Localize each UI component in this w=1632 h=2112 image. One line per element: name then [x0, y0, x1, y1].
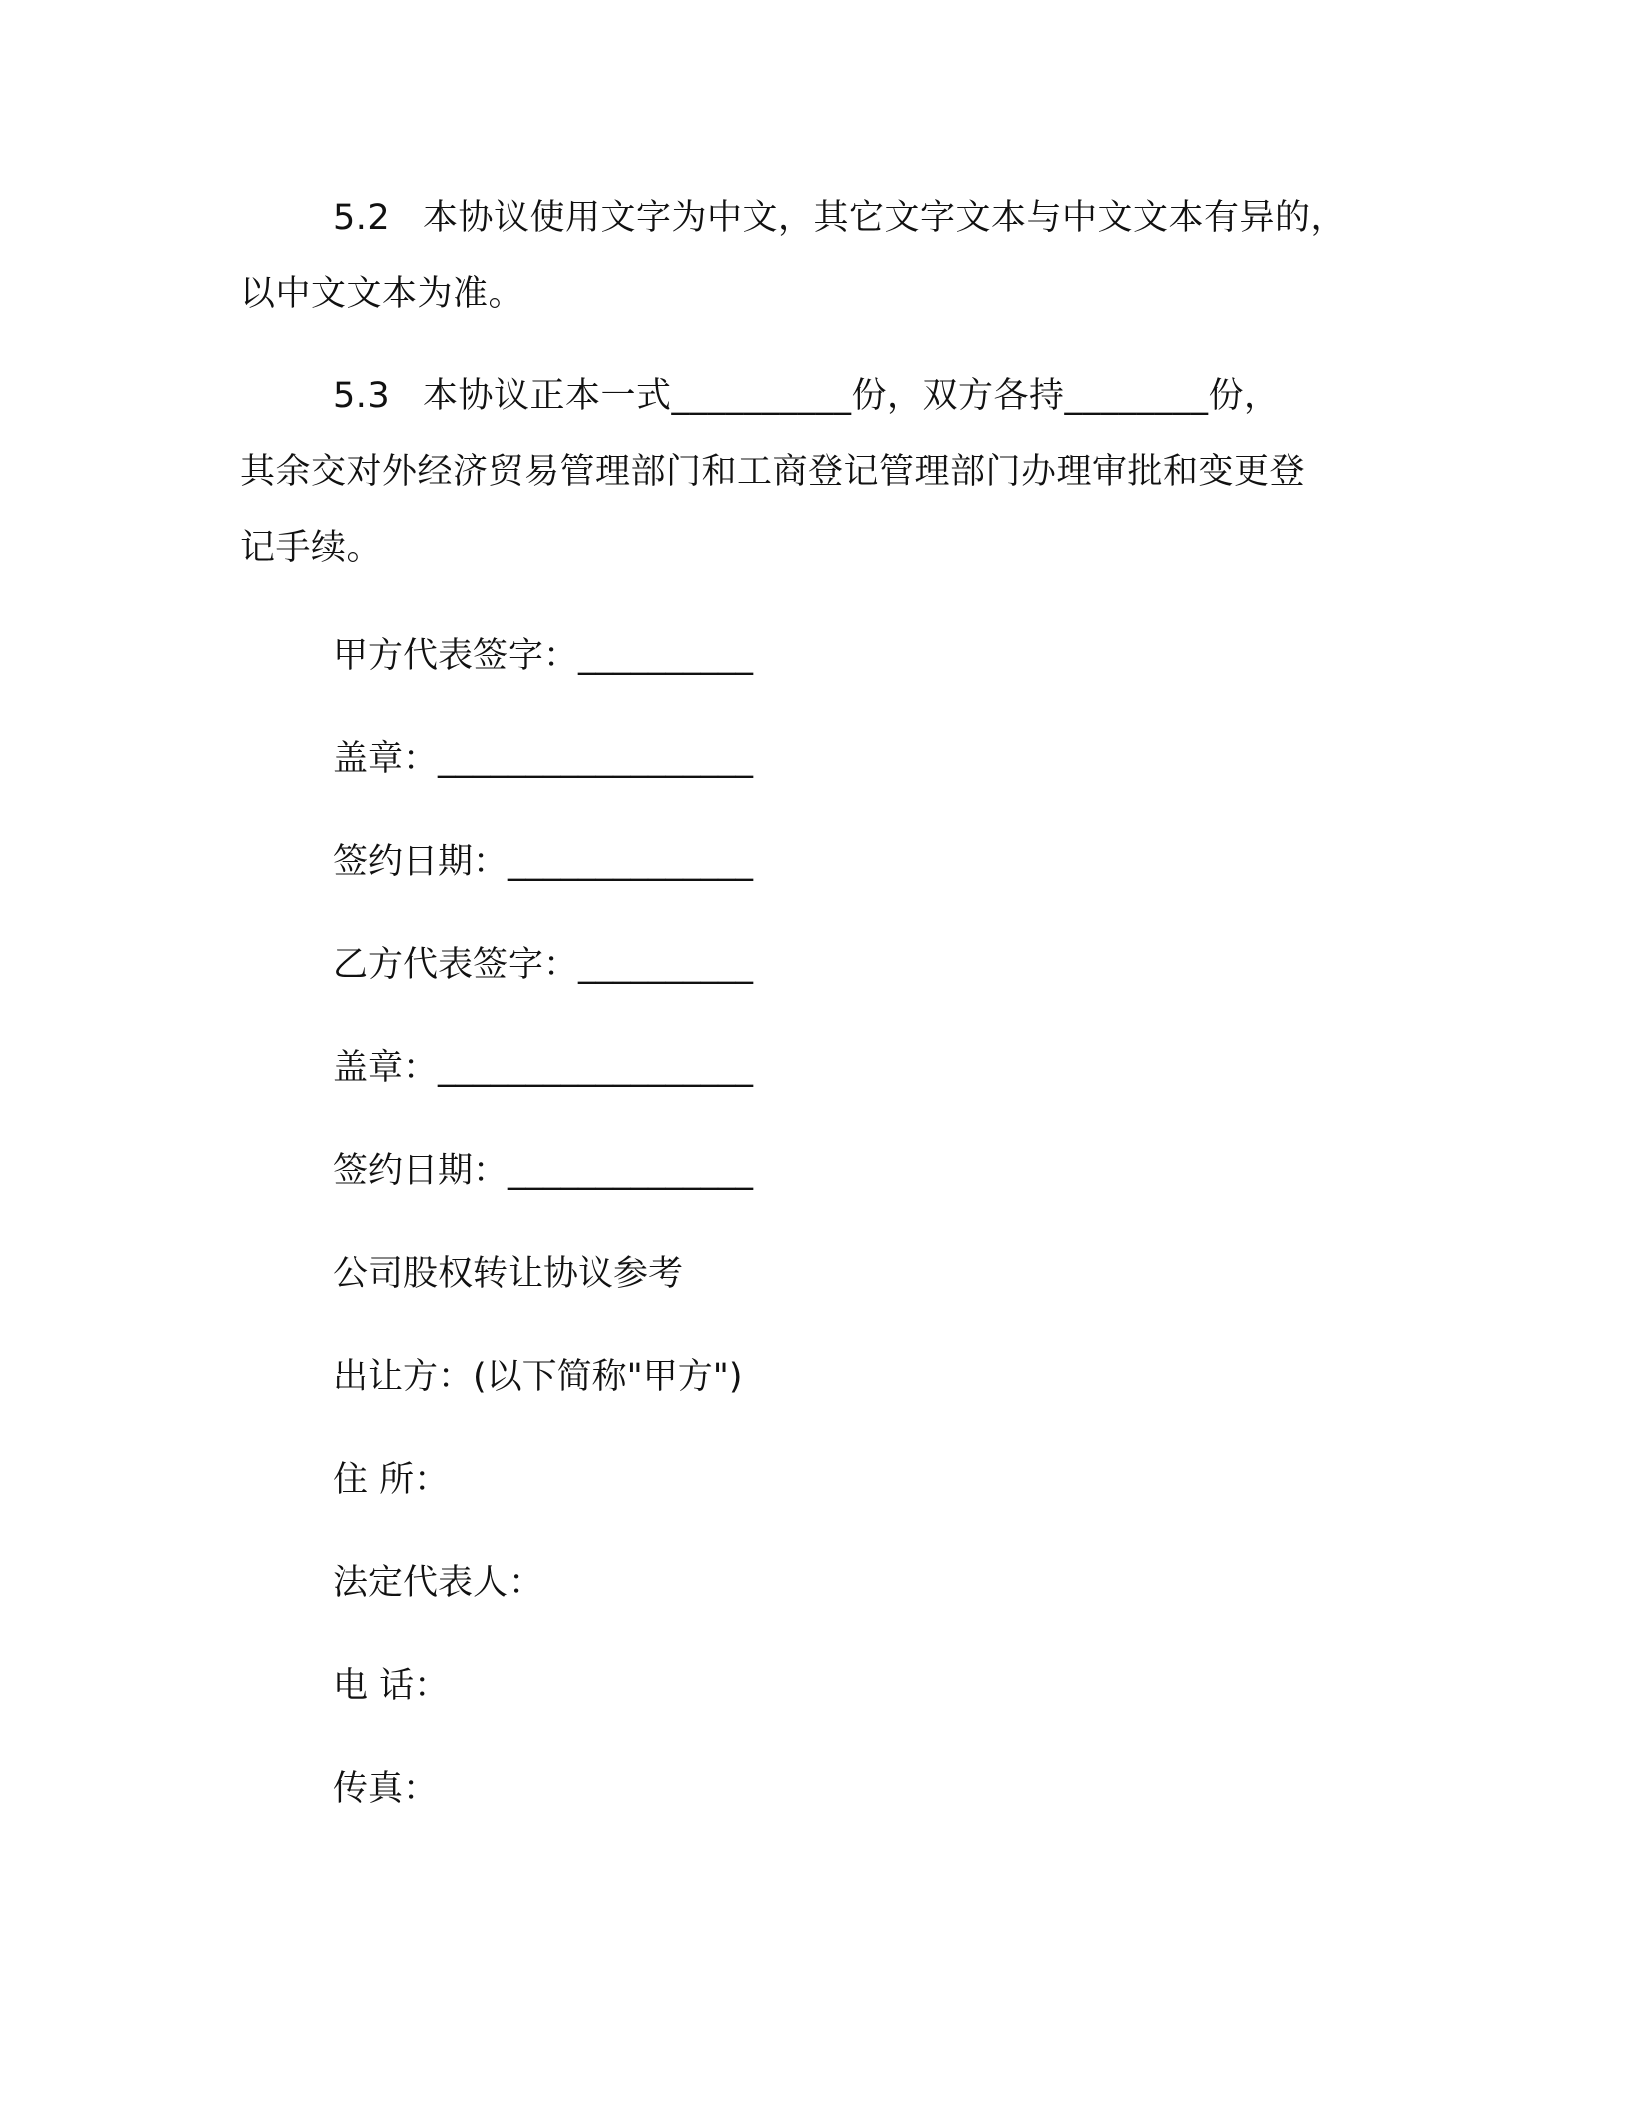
party-a-seal-line: 盖章：__________________	[333, 739, 754, 779]
fax-line: 传真：	[333, 1769, 439, 1809]
phone-line: 电 话：	[333, 1666, 450, 1706]
clause-5-3-line-3: 记手续。	[240, 528, 383, 568]
clause-5-3-line-2: 其余交对外经济贸易管理部门和工商登记管理部门办理审批和变更登	[240, 452, 1306, 492]
party-a-signature-line: 甲方代表签字：__________	[333, 636, 754, 676]
party-b-date-line: 签约日期：______________	[333, 1151, 754, 1191]
clause-number: 5.3	[333, 376, 391, 416]
clause-number: 5.2	[333, 198, 391, 238]
legal-representative-line: 法定代表人：	[333, 1563, 544, 1603]
clause-5-2-line-2: 以中文文本为准。	[240, 274, 525, 314]
transferor-line: 出让方：(以下简称"甲方")	[333, 1357, 743, 1397]
clause-text: 本协议使用文字为中文，其它文字文本与中文文本有异的，	[423, 198, 1347, 238]
party-b-signature-line: 乙方代表签字：__________	[333, 945, 754, 985]
party-b-seal-line: 盖章：__________________	[333, 1048, 754, 1088]
clause-text: 本协议正本一式__________份，双方各持________份，	[423, 376, 1280, 416]
address-line: 住 所：	[333, 1460, 450, 1500]
clause-5-2-line-1	[333, 196, 1346, 240]
section-title: 公司股权转让协议参考	[333, 1254, 684, 1294]
party-a-date-line: 签约日期：______________	[333, 842, 754, 882]
clause-5-3-line-1	[333, 374, 1280, 418]
